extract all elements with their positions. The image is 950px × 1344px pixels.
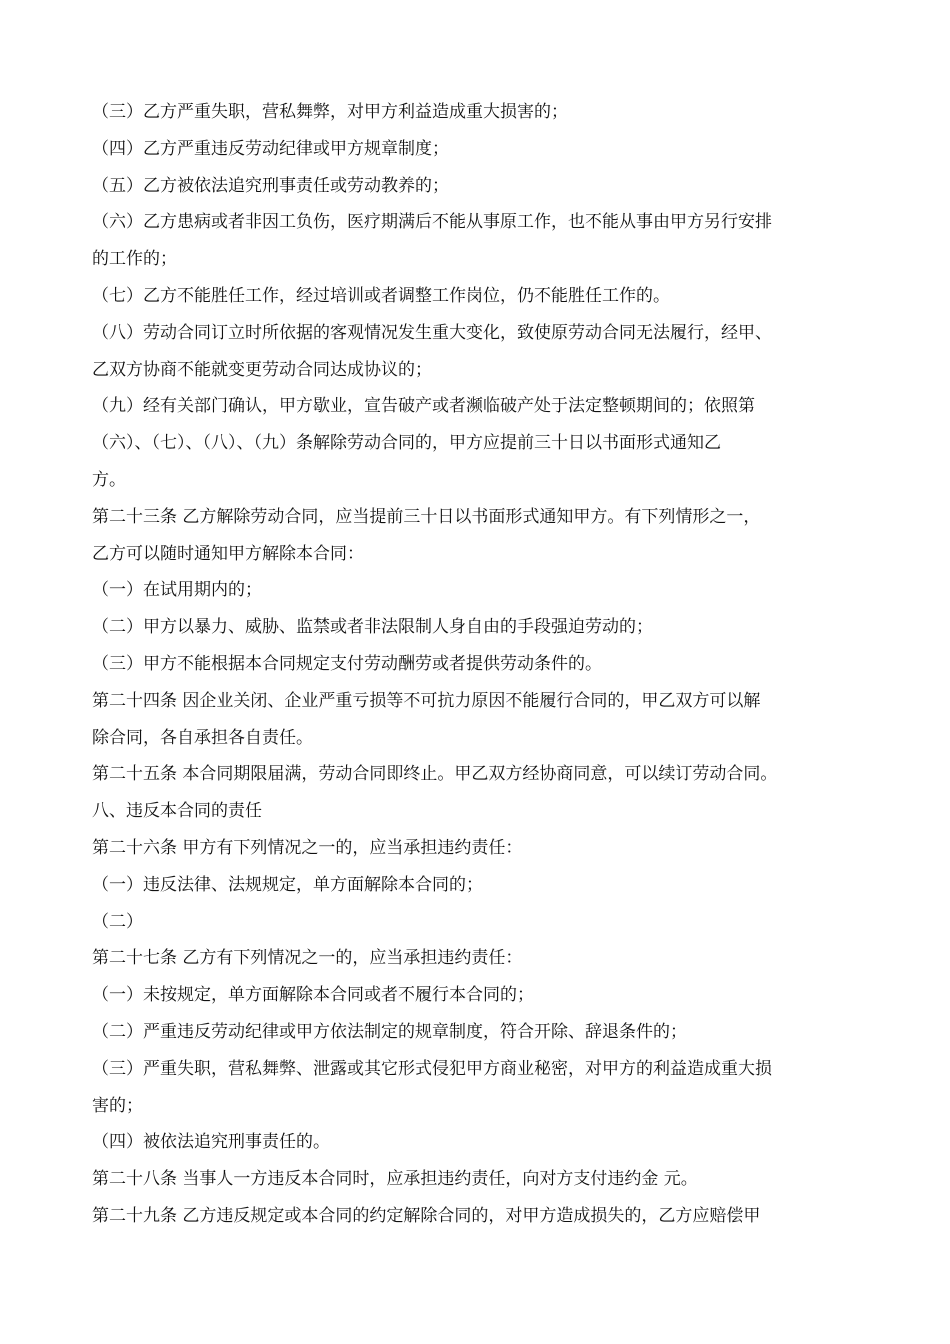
text-line: 的工作的；: [92, 249, 177, 270]
text-line: （六）乙方患病或者非因工负伤，医疗期满后不能从事原工作，也不能从事由甲方另行安排: [92, 212, 772, 233]
article-24-line: 第二十四条 因企业关闭、企业严重亏损等不可抗力原因不能履行合同的，甲乙双方可以解: [92, 690, 761, 711]
text-line: （一）违反法律、法规规定，单方面解除本合同的；: [92, 874, 483, 895]
text-line: 害的；: [92, 1095, 143, 1116]
text-line: （五）乙方被依法追究刑事责任或劳动教养的；: [92, 175, 449, 196]
text-line: 方。: [92, 469, 126, 490]
text-line: （三）严重失职，营私舞弊、泄露或其它形式侵犯甲方商业秘密，对甲方的利益造成重大损: [92, 1058, 772, 1079]
article-26-line: 第二十六条 甲方有下列情况之一的，应当承担违约责任：: [92, 837, 523, 858]
text-line: （八）劳动合同订立时所依据的客观情况发生重大变化，致使原劳动合同无法履行，经甲、: [92, 322, 772, 343]
text-line: 乙双方协商不能就变更劳动合同达成协议的；: [92, 359, 432, 380]
text-line: （三）乙方严重失职，营私舞弊，对甲方利益造成重大损害的；: [92, 102, 568, 122]
text-line: 乙方可以随时通知甲方解除本合同：: [92, 543, 364, 564]
text-line: （二）: [92, 911, 143, 932]
article-29-line: 第二十九条 乙方违反规定或本合同的约定解除合同的，对甲方造成损失的，乙方应赔偿甲: [92, 1205, 761, 1226]
article-23-line: 第二十三条 乙方解除劳动合同，应当提前三十日以书面形式通知甲方。有下列情形之一，: [92, 506, 761, 527]
text-line: （一）未按规定，单方面解除本合同或者不履行本合同的；: [92, 985, 534, 1006]
article-28-line: 第二十八条 当事人一方违反本合同时，应承担违约责任，向对方支付违约金 元。: [92, 1169, 698, 1190]
text-line: （一）在试用期内的；: [92, 580, 262, 601]
text-line: （四）乙方严重违反劳动纪律或甲方规章制度；: [92, 138, 449, 159]
text-line: （七）乙方不能胜任工作，经过培训或者调整工作岗位，仍不能胜任工作的。: [92, 285, 670, 306]
article-27-line: 第二十七条 乙方有下列情况之一的，应当承担违约责任：: [92, 948, 523, 969]
section-heading: 八、违反本合同的责任: [92, 801, 262, 822]
article-25-line: 第二十五条 本合同期限届满，劳动合同即终止。甲乙双方经协商同意，可以续订劳动合同。: [92, 764, 778, 785]
text-line: （二）甲方以暴力、威胁、监禁或者非法限制人身自由的手段强迫劳动的；: [92, 617, 653, 638]
text-line: 除合同，各自承担各自责任。: [92, 727, 313, 748]
document-body: [92, 94, 868, 1235]
text-line: （三）甲方不能根据本合同规定支付劳动酬劳或者提供劳动条件的。: [92, 653, 602, 674]
text-line: （四）被依法追究刑事责任的。: [92, 1132, 330, 1153]
text-line: （六）、（七）、（八）、（九）条解除劳动合同的，甲方应提前三十日以书面形式通知乙: [92, 433, 721, 454]
text-line: （九）经有关部门确认，甲方歇业，宣告破产或者濒临破产处于法定整顿期间的；依照第: [92, 396, 755, 417]
text-line: （二）严重违反劳动纪律或甲方依法制定的规章制度，符合开除、辞退条件的；: [92, 1021, 687, 1042]
